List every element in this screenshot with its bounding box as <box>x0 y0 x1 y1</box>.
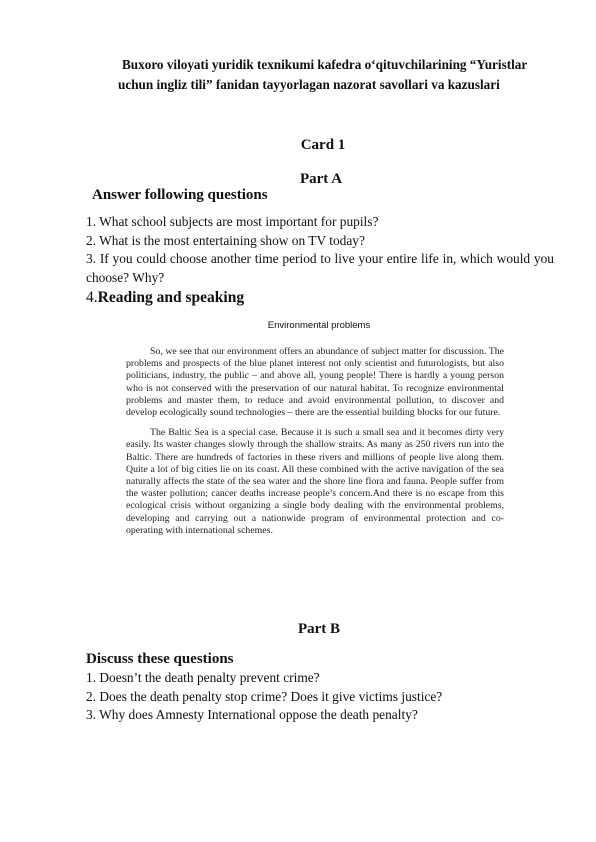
part-b-question-list <box>86 669 554 725</box>
question-item: 3. If you could choose another time period to live your entire life in, which would you choose? Why? <box>86 251 554 285</box>
question-item: 2. Does the death penalty stop crime? Does it give victims justice? <box>86 688 443 704</box>
reading-number: 4. <box>86 289 98 306</box>
part-a-question-list <box>86 213 554 287</box>
question-item: 2. What is the most entertaining show on TV today? <box>86 232 365 248</box>
part-b-heading: Discuss these questions <box>86 651 234 667</box>
header-line-2: uchun ingliz tili” fanidan tayyorlagan nazorat savollari va kazuslari <box>118 77 500 92</box>
reading-passage <box>126 346 504 545</box>
reading-heading <box>86 289 244 307</box>
part-a-heading: Answer following questions <box>92 187 268 203</box>
reading-heading-text: Reading and speaking <box>97 289 245 306</box>
question-item: 3. Why does Amnesty International oppose the death penalty? <box>86 707 418 722</box>
part-b-title: Part B <box>297 621 341 637</box>
document-header <box>118 55 558 95</box>
card-title: Card 1 <box>300 137 346 153</box>
question-item: 1. Doesn’t the death penalty prevent crime? <box>86 670 320 685</box>
passage-paragraph: The Baltic Sea is a special case. Because it is such a small sea and it becomes dirty very easily. Its waster changes slowly through the shallow straits. As many as 250 rivers run into the Baltic. There are hundreds of factories in these rivers and millions of people live along them. Quite a lot of big cities lie on its coast. All these combined with the active navigation of the sea naturally affects the state of the sea water and the shore line flora and fauna. People suffer from the waster pollution; cancer deaths increase people’s concern.And there is no escape from this ecological crisis without organizing a single body dealing with the environmental problems, developing and carrying out a nationwide program of environmental protection and co-operating with international schemes. <box>126 427 504 536</box>
passage-title: Environmental problems <box>267 320 371 331</box>
question-item: 1. What school subjects are most important for pupils? <box>86 214 379 229</box>
part-a-title: Part A <box>299 171 343 187</box>
header-line-1: Buxoro viloyati yuridik texnikumi kafedra o‘qituvchilarining “Yuristlar <box>122 57 528 72</box>
passage-paragraph: So, we see that our environment offers an abundance of subject matter for discussion. The problems and prospects of the blue planet interest not only scientist and futurologists, but also politicians, industry, the public – and above all, young people! There is hardly a young person who is not conserved with the preservation of our natural habitat. To recognize environmental problems and master them, to reduce and avoid environmental pollution, to discover and develop ecologically sound technologies – there are the essential building blocks for our future. <box>126 346 504 419</box>
